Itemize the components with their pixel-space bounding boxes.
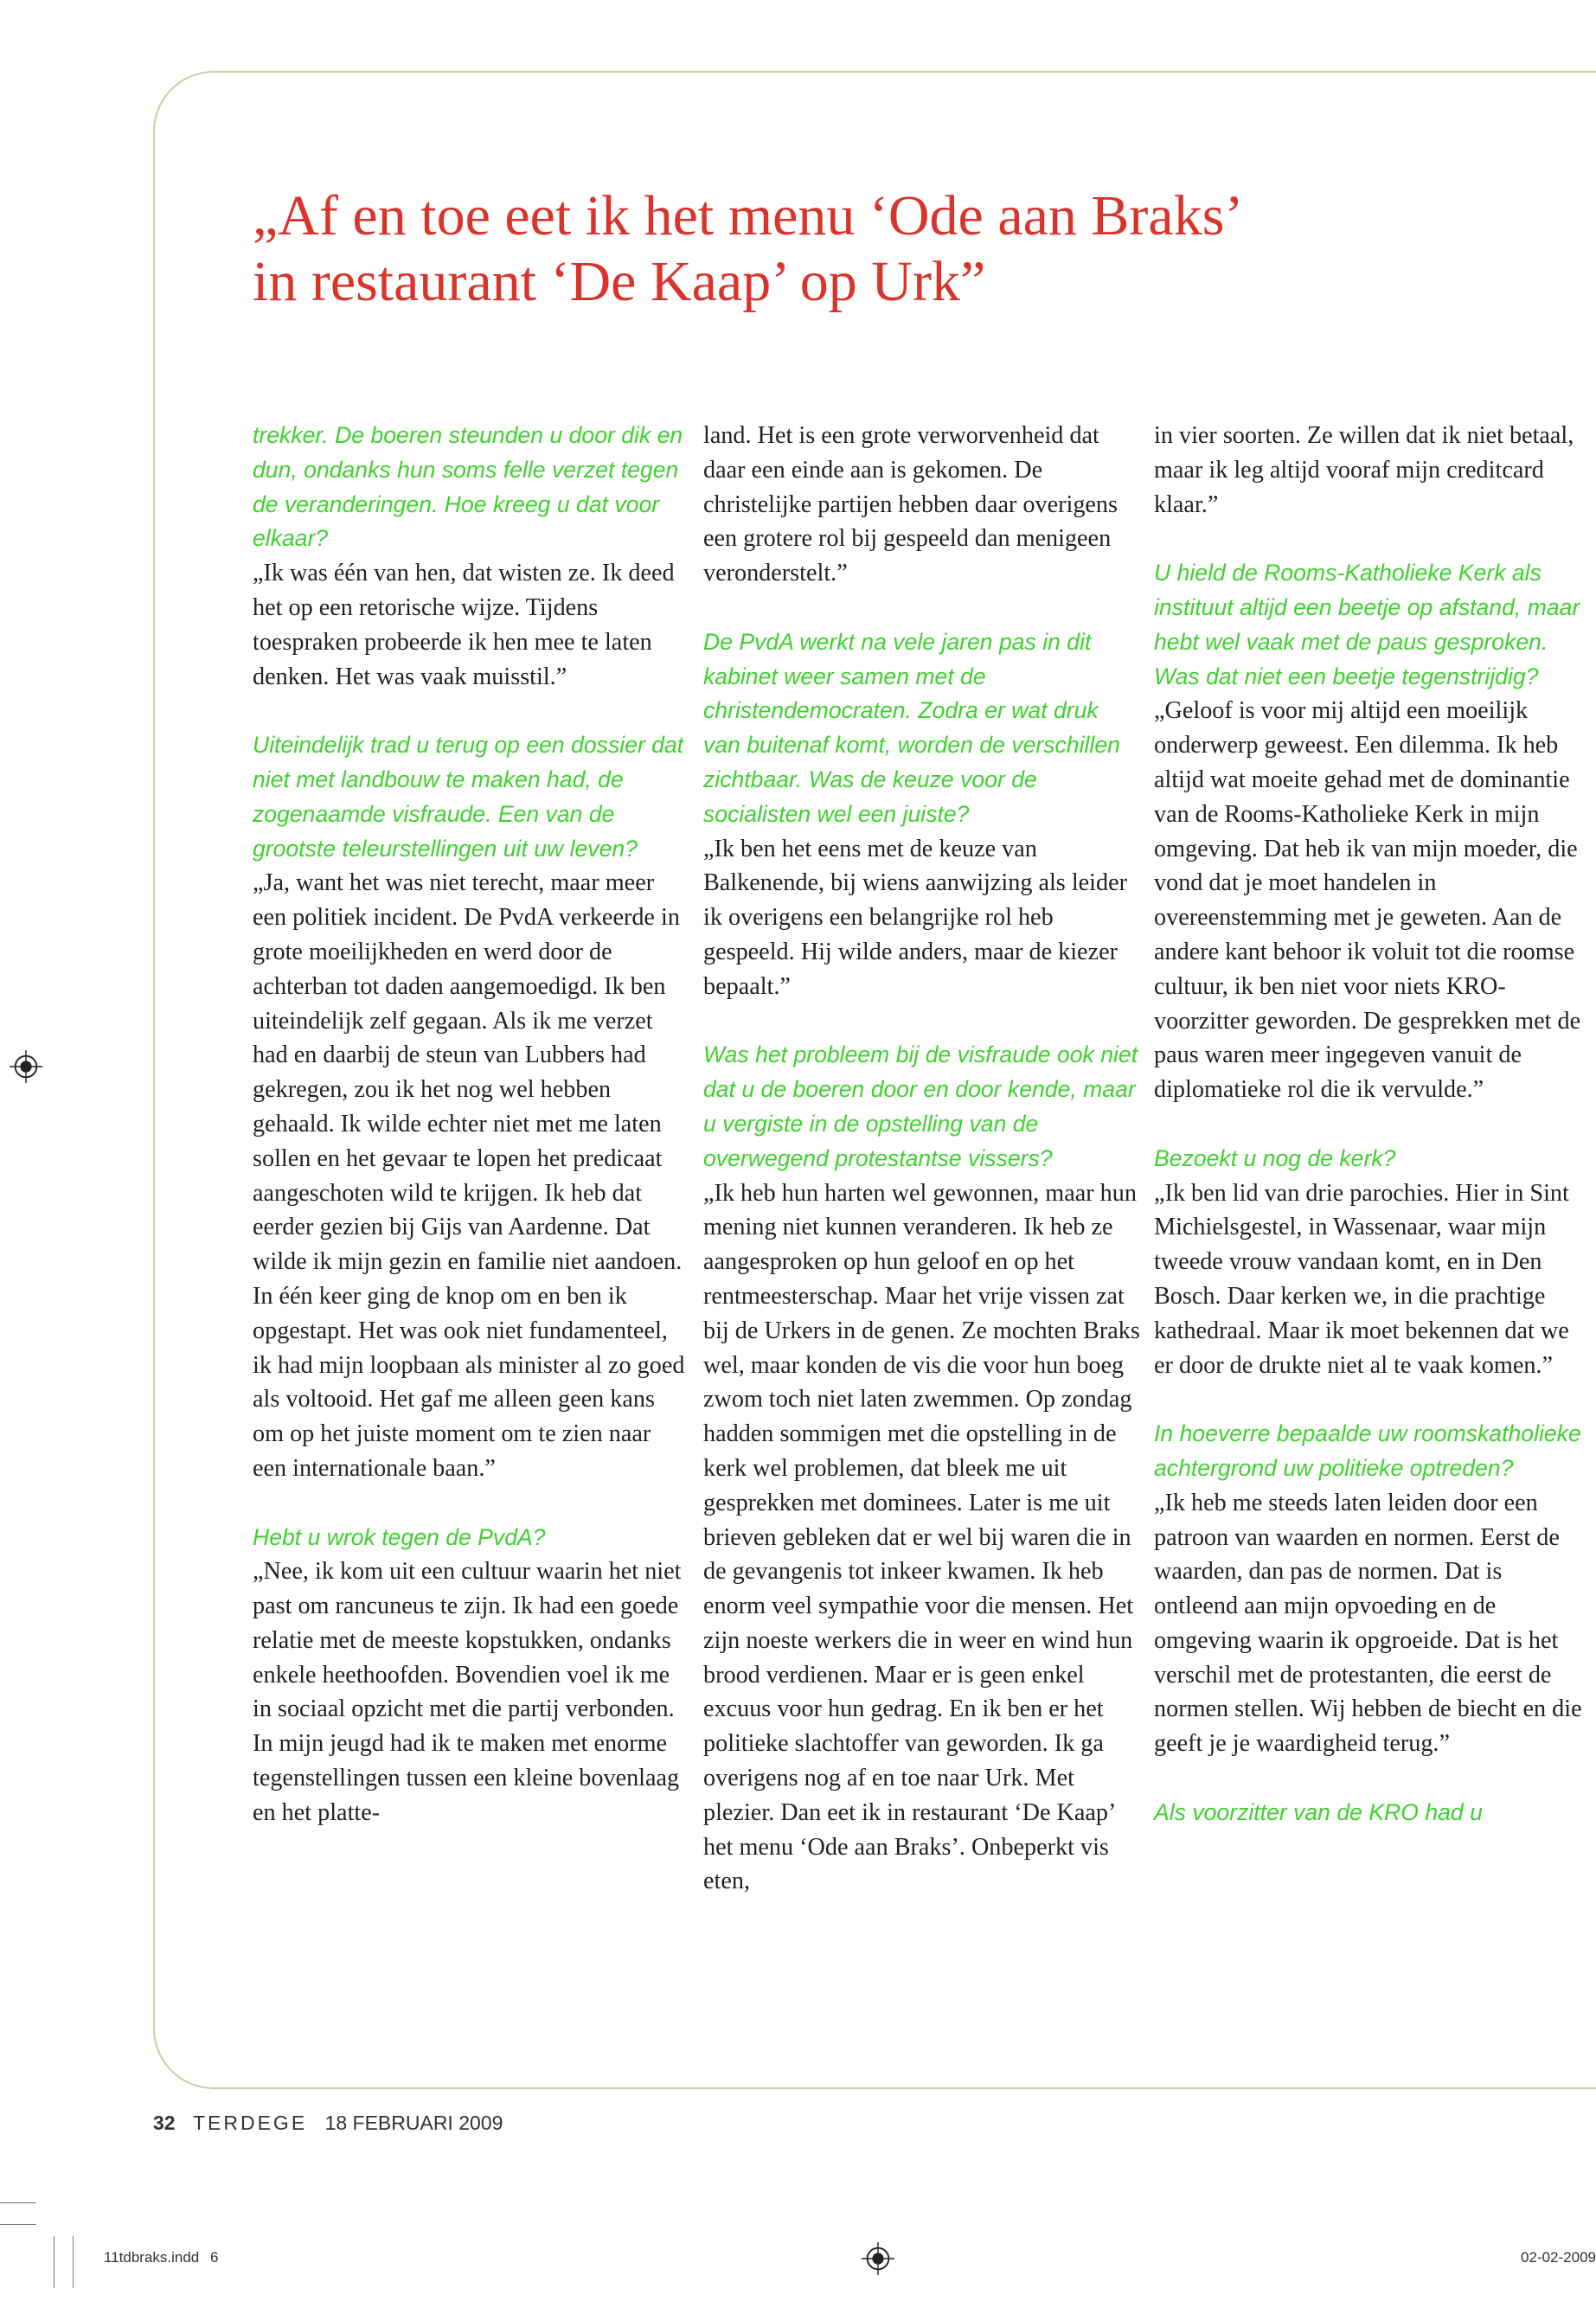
- answer: in vier soorten. Ze willen dat ik niet betaal, maar ik leg altijd vooraf mijn creditcard klaar.”: [1154, 422, 1574, 518]
- slug-file: [104, 2249, 218, 2266]
- crop-mark: [0, 2224, 36, 2225]
- answer: „Ik was één van hen, dat wisten ze. Ik deed het op een retorische wijze. Tijdens toespraken probeerde ik hen mee te laten denken. Het was vaak muisstil.”: [253, 560, 675, 690]
- page-number: 32: [153, 2112, 176, 2134]
- article-column-1: [253, 419, 689, 1830]
- slug-sheet: 6: [210, 2249, 219, 2266]
- answer: „Ik ben lid van drie parochies. Hier in Sint Michielsgestel, in Wassenaar, waar mijn tweede vrouw vandaan komt, en in Den Bosch. Daar kerken we, in die prachtige kathedraal. Maar ik moet bekennen dat we er door de drukte niet al te vaak komen.”: [1154, 1179, 1569, 1379]
- headline-line-2: in restaurant ‘De Kaap’ op Urk”: [253, 250, 986, 313]
- answer: „Ik heb hun harten wel gewonnen, maar hun mening niet kunnen veranderen. Ik heb ze aangesproken op hun geloof en op het rentmeesterschap. Maar het vrije vissen zat bij de Urkers in de genen. Ze mochten Braks wel, maar konden de vis die voor hun boeg zwom toch niet laten zwemmen. Op zondag hadden sommigen met die opstelling in de kerk wel problemen, dat bleek me uit gesprekken met dominees. Later is me uit brieven gebleken dat er wel bij waren die in de gevangenis tot inkeer kwamen. Ik heb enorm veel sympathie voor die mensen. Het zijn noeste werkers die in weer en wind hun brood verdienen. Maar er is geen enkel excuus voor hun gedrag. En ik ben er het politieke slachtoffer van geworden. Ik ga overigens nog af en toe naar Urk. Met plezier. Dan eet ik in restaurant ‘De Kaap’ het menu ‘Ode aan Braks’. Onbeperkt vis eten,: [703, 1179, 1140, 1895]
- question: Bezoekt u nog de kerk?: [1154, 1144, 1396, 1171]
- article-column-3: [1154, 419, 1591, 1830]
- crop-mark: [0, 2202, 36, 2203]
- question: Hebt u wrok tegen de PvdA?: [253, 1523, 546, 1550]
- question: Was het probleem bij de visfraude ook niet dat u de boeren door en door kende, maar u vergiste in de opstelling van de overwegend protestantse vissers?: [703, 1042, 1138, 1171]
- issue-date: 18 FEBRUARI 2009: [324, 2112, 503, 2134]
- headline: [253, 183, 1464, 315]
- answer: „Ik ben het eens met de keuze van Balkenende, bij wiens aanwijzing als leider ik overigens een belangrijke rol heb gespeeld. Hij wilde anders, maar de kiezer bepaalt.”: [703, 835, 1127, 1000]
- page-folio: [153, 2112, 503, 2135]
- question: Als voorzitter van de KRO had u: [1154, 1798, 1483, 1825]
- answer: „Geloof is voor mij altijd een moeilijk onderwerp geweest. Een dilemma. Ik heb altijd wat moeite gehad met de dominantie van de Rooms-Katholieke Kerk in mijn omgeving. Dat heb ik van mijn moeder, die vond dat je moet handelen in overeenstemming met je geweten. Aan de andere kant behoor ik voluit tot die roomse cultuur, ik ben niet voor niets KRO-voorzitter geworden. De gesprekken met de paus waren meer ingegeven vanuit de diplomatieke rol die ik vervulde.”: [1154, 697, 1581, 1104]
- headline-line-1: „Af en toe eet ik het menu ‘Ode aan Braks’: [253, 184, 1244, 247]
- question: In hoeverre bepaalde uw roomskatholieke achtergrond uw politieke optreden?: [1154, 1420, 1581, 1481]
- answer: „Ik heb me steeds laten leiden door een patroon van waarden en normen. Eerst de waarden, dan pas de normen. Dat is ontleend aan mijn opvoeding en de omgeving waarin ik opgroeide. Dat is het verschil met de protestanten, die eerst de normen stellen. Wij hebben de biecht en die geeft je je waardigheid terug.”: [1154, 1489, 1582, 1758]
- answer: „Ja, want het was niet terecht, maar meer een politiek incident. De PvdA verkeerde in grote moeilijkheden en werd door de achterban tot daden aangemoedigd. Ik ben uiteindelijk zelf gegaan. Als ik me verzet had en daarbij de steun van Lubbers had gekregen, zou ik het nog wel hebben gehaald. Ik wilde echter niet met me laten sollen en het gevaar te lopen het predicaat aangeschoten wild te krijgen. Ik heb dat eerder gezien bij Gijs van Aardenne. Dat wilde ik mijn gezin en familie niet aandoen. In één keer ging de knop om en ben ik opgestapt. Het was ook niet fundamenteel, ik had mijn loopbaan als minister al zo goed als voltooid. Het gaf me alleen geen kans om op het juiste moment om te zien naar een internationale baan.”: [253, 869, 685, 1482]
- question: trekker. De boeren steunden u door dik en dun, ondanks hun soms felle verzet tegen de veranderingen. Hoe kreeg u dat voor elkaar?: [253, 422, 683, 552]
- registration-mark-icon: [862, 2242, 894, 2275]
- question: U hield de Rooms-Katholieke Kerk als instituut altijd een beetje op afstand, maar hebt wel vaak met de paus gesproken. Was dat niet een beetje tegenstrijdig?: [1154, 560, 1580, 689]
- question: De PvdA werkt na vele jaren pas in dit kabinet weer samen met de christendemocraten. Zodra er wat druk van buitenaf komt, worden de verschillen zichtbaar. Was de keuze voor de socialisten wel een juiste?: [703, 628, 1120, 827]
- answer: land. Het is een grote verworvenheid dat daar een einde aan is gekomen. De christelijke partijen hebben daar overigens een grotere rol bij gespeeld dan menigeen veronderstelt.”: [703, 422, 1118, 587]
- answer: „Nee, ik kom uit een cultuur waarin het niet past om rancuneus te zijn. Ik had een goede relatie met de meeste kopstukken, ondanks enkele heethoofden. Bovendien voel ik me in sociaal opzicht met die partij verbonden. In mijn jeugd had ik te maken met enorme tegenstellingen tussen een kleine bovenlaag en het platte-: [253, 1558, 682, 1826]
- question: Uiteindelijk trad u terug op een dossier dat niet met landbouw te maken had, de zogenaamde visfraude. Een van de grootste teleurstellingen uit uw leven?: [253, 732, 684, 862]
- magazine-name: TERDEGE: [192, 2112, 308, 2134]
- article-column-2: [703, 419, 1140, 1899]
- crop-mark: [73, 2236, 74, 2288]
- slug-filename: 11tdbraks.indd: [104, 2249, 200, 2266]
- slug-date: 02-02-2009: [1521, 2249, 1596, 2266]
- registration-mark-icon: [10, 1050, 42, 1083]
